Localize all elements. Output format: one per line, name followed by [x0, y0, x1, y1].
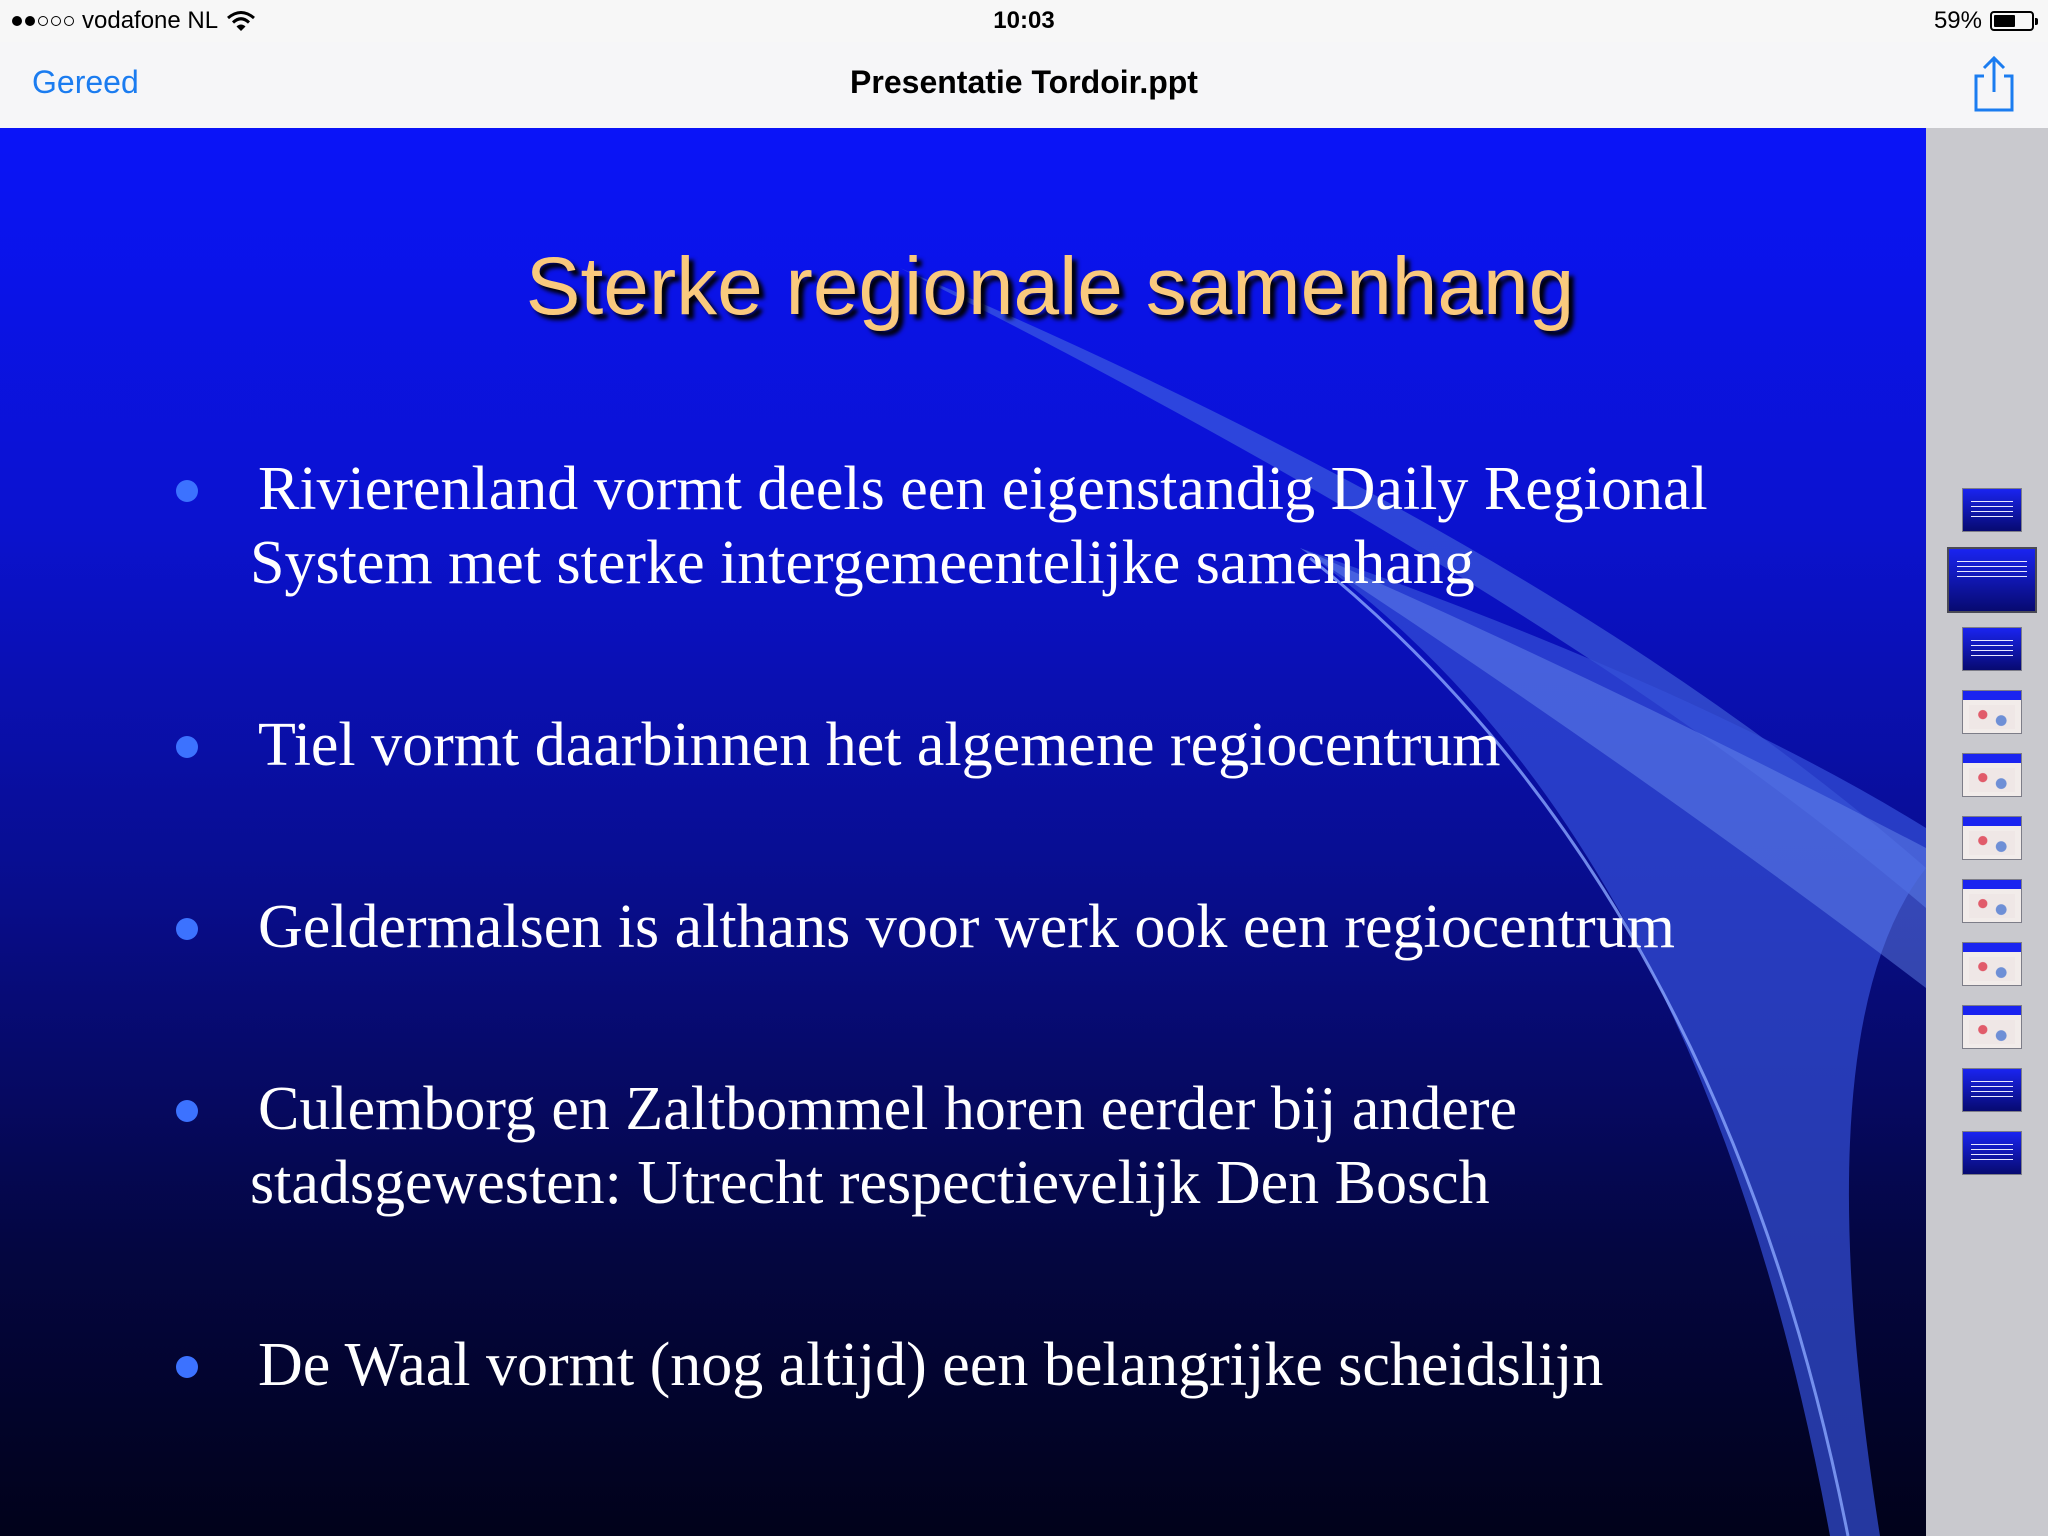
navigation-bar	[0, 42, 2048, 129]
document-title: Presentatie Tordoir.ppt	[850, 64, 1198, 100]
bullet-text: Culemborg en Zaltbommel horen eerder bij andere stadsgewesten: Utrecht respectievelijk Den Bosch	[250, 1075, 1518, 1217]
slide-canvas[interactable]	[0, 128, 1926, 1536]
bullet-text: Tiel vormt daarbinnen het algemene regiocentrum	[258, 711, 1501, 779]
status-right	[1934, 7, 2034, 35]
slide-thumbnail[interactable]	[1962, 753, 2022, 797]
battery-fill	[1994, 15, 2015, 27]
slide-thumbnail[interactable]	[1962, 879, 2022, 923]
slide-thumbnail[interactable]	[1962, 1131, 2022, 1175]
bullet-dot	[176, 480, 198, 502]
slide-thumbnail[interactable]	[1962, 627, 2022, 671]
carrier-name: vodafone NL	[82, 7, 219, 34]
slide-thumbnail[interactable]	[1962, 816, 2022, 860]
clock: 10:03	[993, 7, 1055, 34]
bullet-dot	[176, 918, 198, 940]
battery-percent: 59%	[1933, 7, 1982, 34]
bullet-text: Geldermalsen is althans voor werk ook een regiocentrum	[258, 893, 1675, 961]
bullet-dot	[176, 736, 198, 758]
battery-icon	[1990, 11, 2034, 31]
bullet-dot	[176, 1100, 198, 1122]
bullet-text: Rivierenland vormt deels een eigenstandig Daily Regional System met sterke intergemeentelijke samenhang	[250, 455, 1708, 597]
done-button[interactable]: Gereed	[32, 64, 139, 100]
decorative-swoosh	[0, 128, 1926, 1536]
slide-thumbnail-rail[interactable]	[1926, 128, 2048, 1536]
slide-thumbnail[interactable]	[1962, 942, 2022, 986]
status-bar	[0, 0, 2048, 42]
slide-thumbnail[interactable]	[1962, 1005, 2022, 1049]
slide-title: Sterke regionale samenhang	[525, 241, 1575, 332]
slide-thumbnail[interactable]	[1962, 690, 2022, 734]
share-icon[interactable]	[1964, 52, 2024, 116]
bullet-text: De Waal vormt (nog altijd) een belangrijke scheidslijn	[258, 1331, 1604, 1399]
slide-thumbnail[interactable]	[1962, 1068, 2022, 1112]
bullet-dot	[176, 1356, 198, 1378]
slide-thumbnail[interactable]	[1962, 488, 2022, 532]
slide-thumbnail[interactable]	[1947, 547, 2037, 613]
